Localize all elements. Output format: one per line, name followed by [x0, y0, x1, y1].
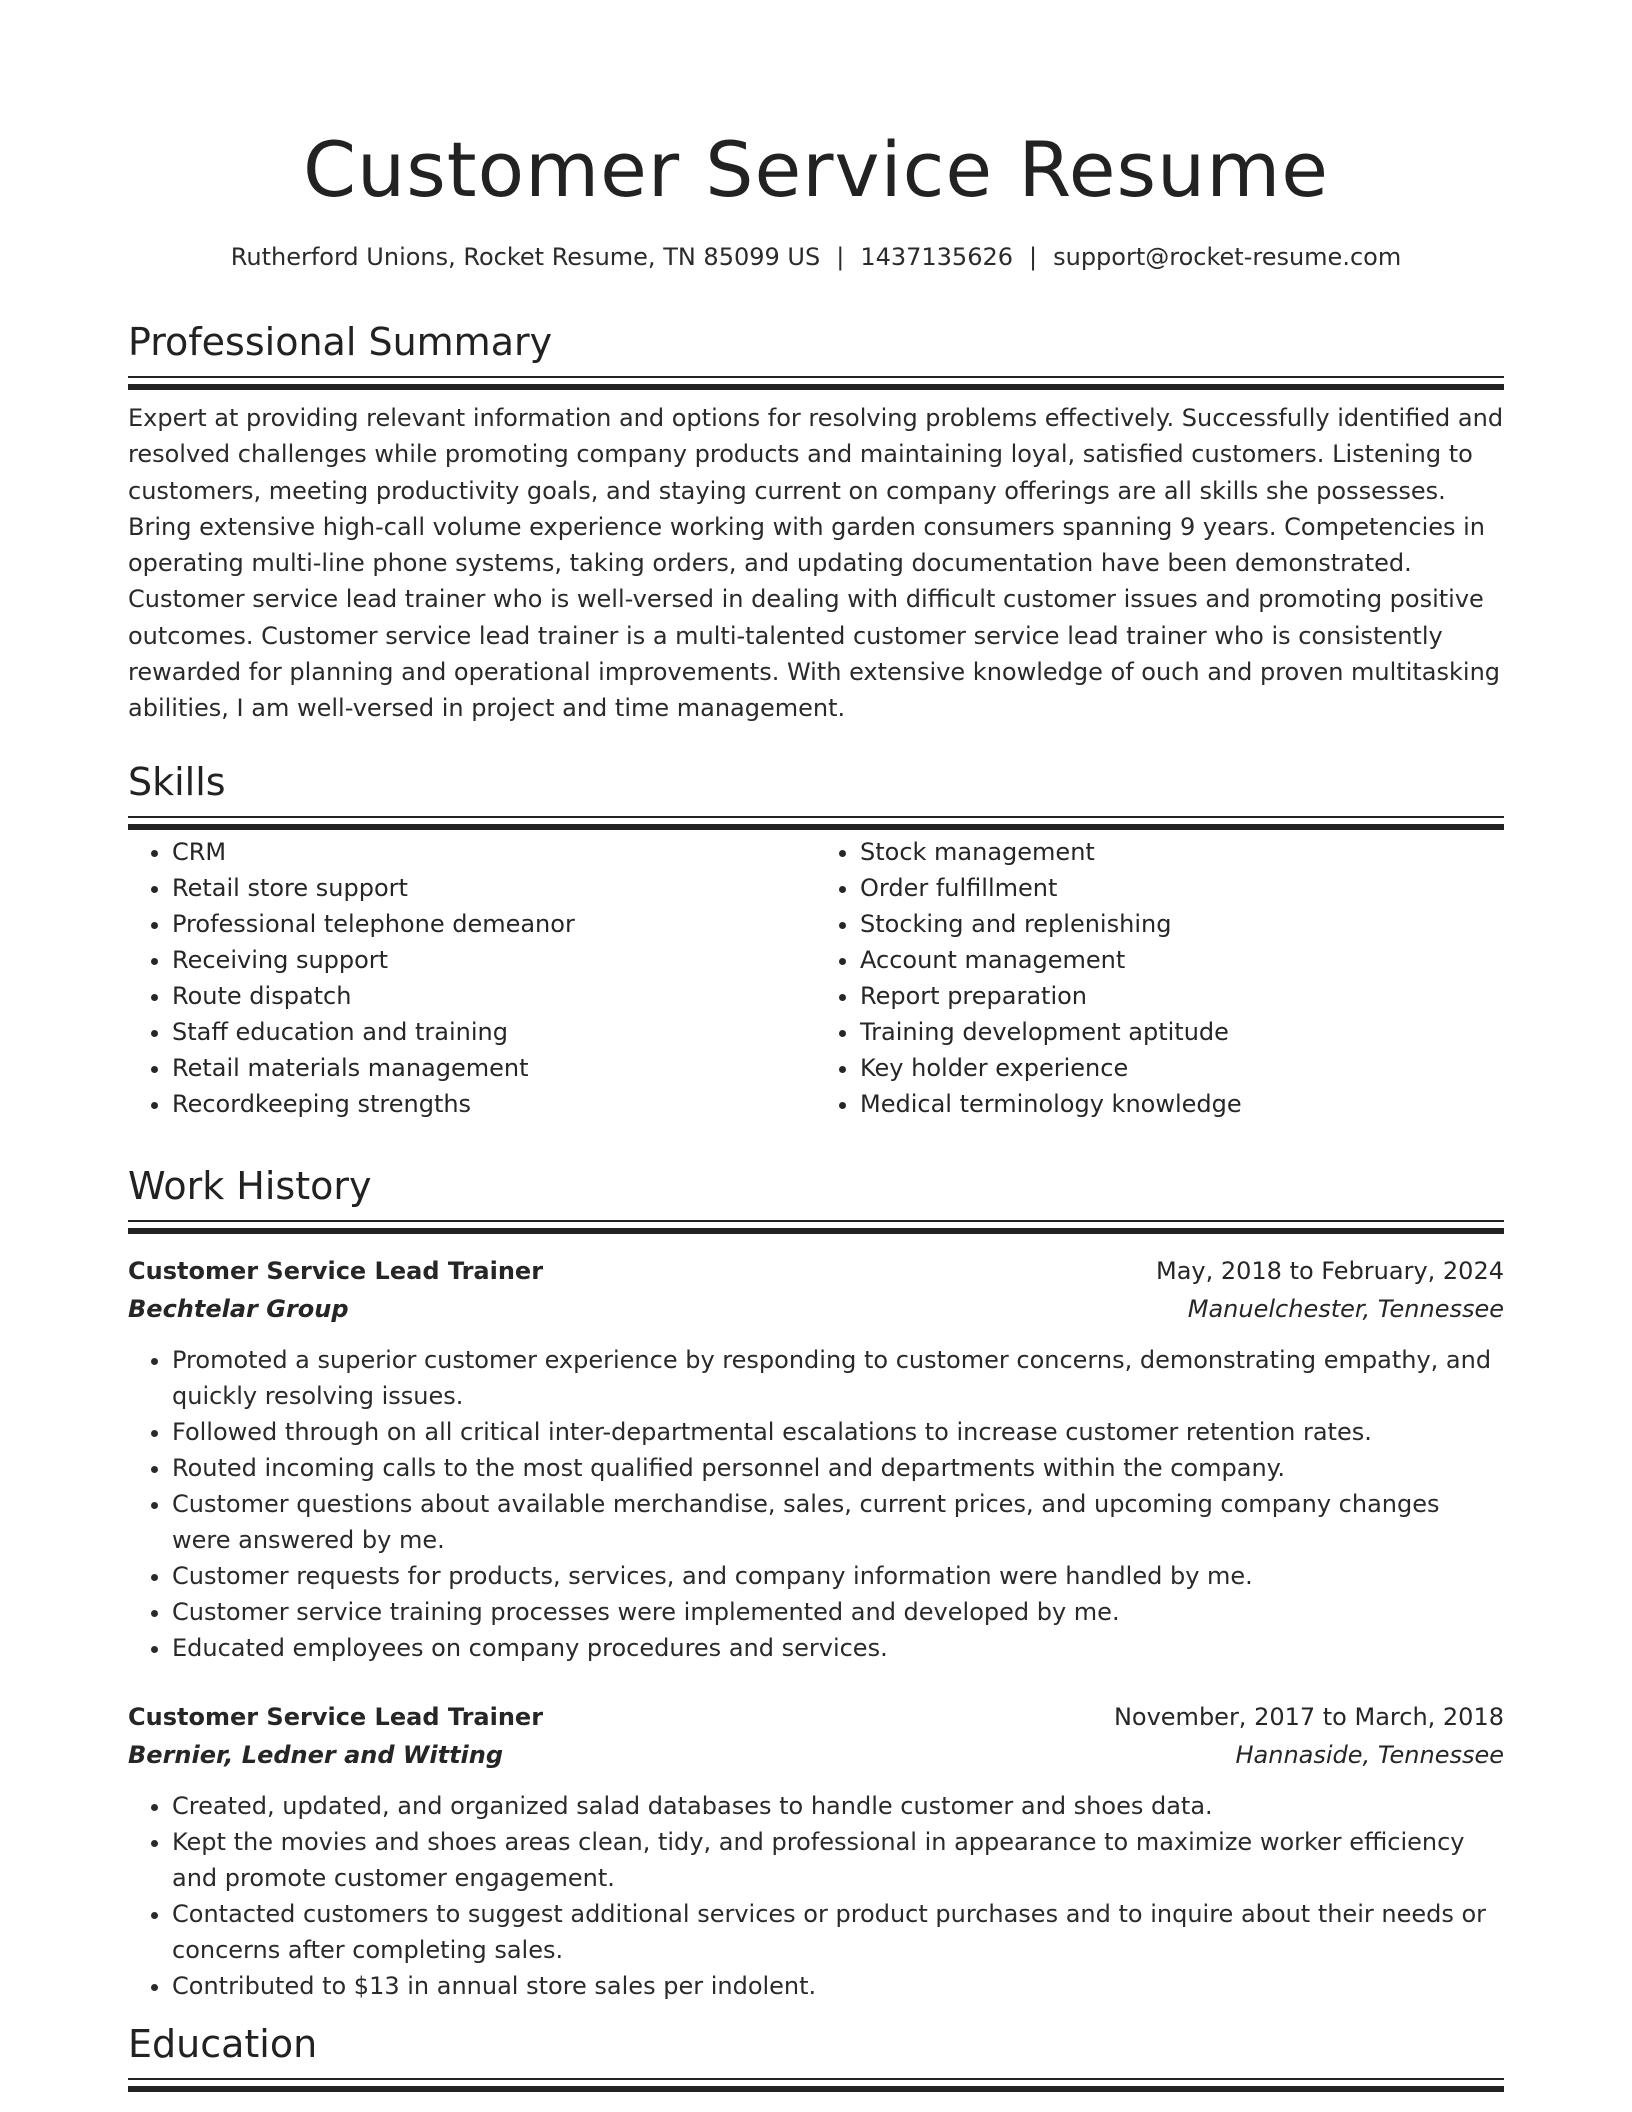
skill-item: • Retail materials management — [172, 1050, 816, 1086]
duty-item: • Contacted customers to suggest additional services or product purchases and to inquire about their needs or concerns after completing sales. — [172, 1896, 1504, 1968]
resume-name: Customer Service Resume — [302, 125, 1330, 214]
skill-item: • CRM — [172, 834, 816, 870]
section-divider — [128, 376, 1504, 392]
skill-item: • Recordkeeping strengths — [172, 1086, 816, 1122]
job-company: Bechtelar Group — [128, 1295, 349, 1323]
contact-separator: | — [1029, 243, 1038, 271]
education-section — [128, 2020, 1504, 2094]
skills-list-right — [816, 834, 1504, 1122]
contact-phone: 1437135626 — [860, 243, 1014, 271]
skill-item: • Stock management — [860, 834, 1504, 870]
duty-item: • Followed through on all critical inter-departmental escalations to increase customer retention rates. — [172, 1414, 1504, 1450]
duty-item: • Routed incoming calls to the most qualified personnel and departments within the company. — [172, 1450, 1504, 1486]
skill-item: • Staff education and training — [172, 1014, 816, 1050]
contact-separator: | — [836, 243, 845, 271]
job-company: Bernier, Ledner and Witting — [128, 1741, 504, 1769]
job-duties — [128, 1788, 1504, 2004]
skill-item: • Retail store support — [172, 870, 816, 906]
job-subheader — [128, 1290, 1504, 1328]
skill-item: • Account management — [860, 942, 1504, 978]
skill-item: • Professional telephone demeanor — [172, 906, 816, 942]
skill-item: • Stocking and replenishing — [860, 906, 1504, 942]
summary-text: Expert at providing relevant information and options for resolving problems effectively. Successfully identified and resolved challenges while promoting company products and maintaining loyal, satisfied customers. Listening to customers, meeting productivity goals, and staying current on company offerings are all skills she possesses. Bring extensive high-call volume experience working with garden consumers spanning 9 years. Competencies in operating multi-line phone systems, taking orders, and updating documentation have been demonstrated. Customer service lead trainer who is well-versed in dealing with difficult customer issues and promoting positive outcomes. Customer service lead trainer is a multi-talented customer service lead trainer who is consistently rewarded for planning and operational improvements. With extensive knowledge of ouch and proven multitasking abilities, I am well-versed in project and time management. — [128, 404, 1504, 723]
job-title: Customer Service Lead Trainer — [128, 1257, 544, 1285]
skills-columns — [128, 834, 1504, 1122]
section-title-work-history: Work History — [128, 1164, 372, 1208]
contact-address: Rutherford Unions, Rocket Resume, TN 85099 US — [230, 243, 821, 271]
skills-section — [128, 758, 1504, 1122]
duty-item: • Promoted a superior customer experience by responding to customer concerns, demonstrating empathy, and quickly resolving issues. — [172, 1342, 1504, 1414]
summary-section — [128, 318, 1504, 751]
section-divider — [128, 2078, 1504, 2094]
job-dates: November, 2017 to March, 2018 — [1113, 1703, 1504, 1731]
skill-item: • Medical terminology knowledge — [860, 1086, 1504, 1122]
duty-item: • Contributed to $13 in annual store sales per indolent. — [172, 1968, 1504, 2004]
skill-item: • Key holder experience — [860, 1050, 1504, 1086]
contact-line — [128, 242, 1504, 272]
duty-item: • Customer questions about available merchandise, sales, current prices, and upcoming company changes were answered by me. — [172, 1486, 1504, 1558]
skill-item: • Report preparation — [860, 978, 1504, 1014]
job-location: Manuelchester, Tennessee — [1187, 1295, 1504, 1323]
section-divider — [128, 816, 1504, 832]
skill-item: • Training development aptitude — [860, 1014, 1504, 1050]
job-location: Hannaside, Tennessee — [1235, 1741, 1504, 1769]
job-header — [128, 1698, 1504, 1736]
skill-item: • Route dispatch — [172, 978, 816, 1014]
work-history-section — [128, 1162, 1504, 2004]
section-divider — [128, 1220, 1504, 1236]
job-entry — [128, 1698, 1504, 2004]
skill-item: • Order fulfillment — [860, 870, 1504, 906]
skill-item: • Receiving support — [172, 942, 816, 978]
duty-item: • Customer requests for products, services, and company information were handled by me. — [172, 1558, 1504, 1594]
duty-item: • Created, updated, and organized salad databases to handle customer and shoes data. — [172, 1788, 1504, 1824]
section-title-skills: Skills — [128, 760, 226, 804]
duty-item: • Kept the movies and shoes areas clean, tidy, and professional in appearance to maximize worker efficiency and promote customer engagement. — [172, 1824, 1504, 1896]
job-duties — [128, 1342, 1504, 1666]
section-title-education: Education — [128, 2022, 318, 2066]
job-title: Customer Service Lead Trainer — [128, 1703, 544, 1731]
resume-page — [128, 0, 1504, 2066]
duty-item: • Educated employees on company procedures and services. — [172, 1630, 1504, 1666]
contact-email[interactable]: support@rocket-resume.com — [1053, 243, 1402, 271]
job-header — [128, 1252, 1504, 1290]
section-title-summary: Professional Summary — [128, 320, 553, 364]
skills-list-left — [128, 834, 816, 1122]
job-dates: May, 2018 to February, 2024 — [1156, 1257, 1504, 1285]
duty-item: • Customer service training processes were implemented and developed by me. — [172, 1594, 1504, 1630]
job-subheader — [128, 1736, 1504, 1774]
job-entry — [128, 1252, 1504, 1666]
